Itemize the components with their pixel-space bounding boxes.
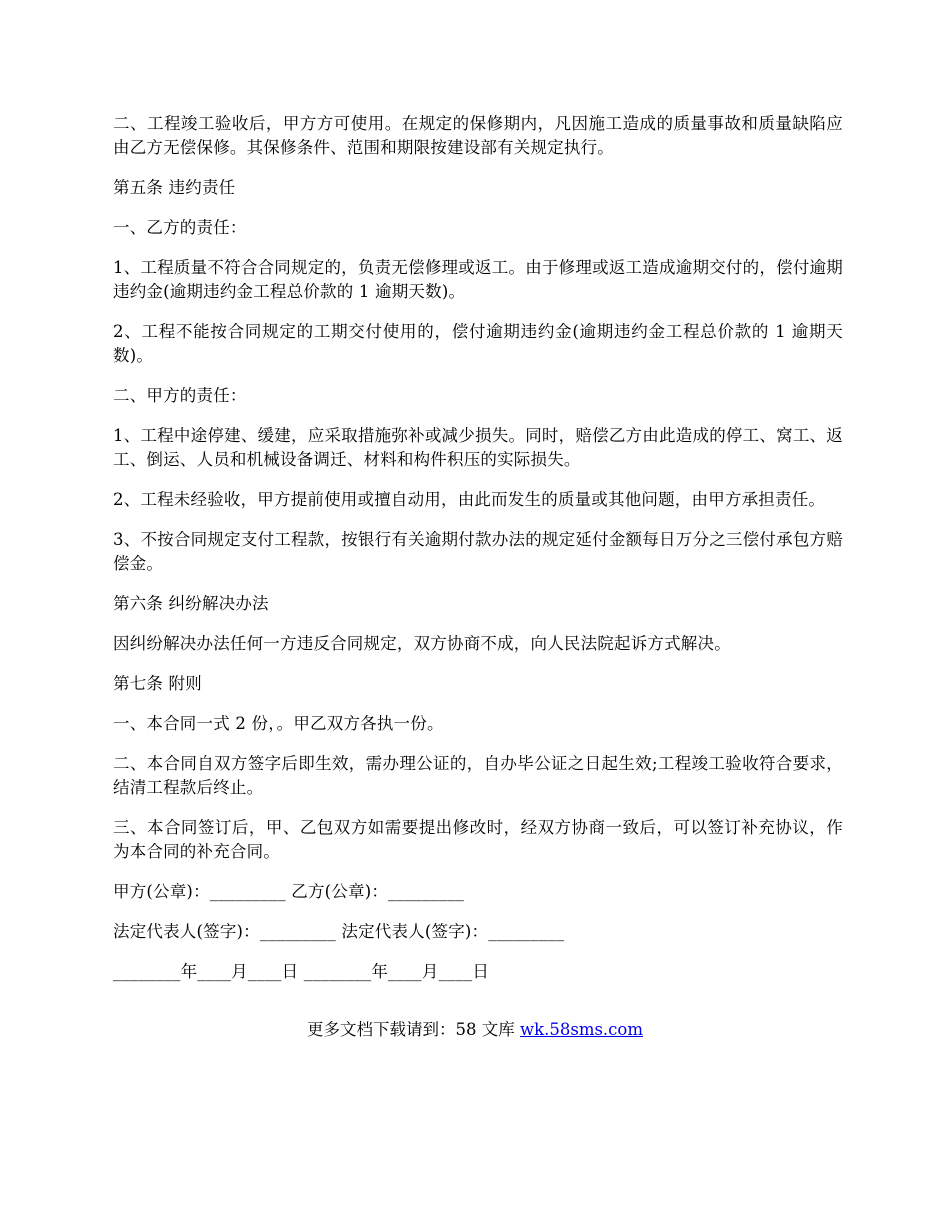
article-5-heading: 第五条 违约责任 — [113, 178, 236, 197]
party-b-responsibility-heading: 一、乙方的责任： — [113, 218, 247, 237]
supplementary-item-2: 二、本合同自双方签字后即生效，需办理公证的，自办毕公证之日起生效;工程竣工验收符合要求，结清工程款后终止。 — [113, 754, 843, 797]
party-b-item-2: 2、工程不能按合同规定的工期交付使用的，偿付逾期违约金(逾期违约金工程总价款的 1 逾期天数)。 — [113, 322, 843, 365]
clause-acceptance-warranty: 二、工程竣工验收后，甲方方可使用。在规定的保修期内，凡因施工造成的质量事故和质量缺陷应由乙方无偿保修。其保修条件、范围和期限按建设部有关规定执行。 — [113, 114, 843, 157]
party-a-item-1: 1、工程中途停建、缓建，应采取措施弥补或减少损失。同时，赔偿乙方由此造成的停工、窝工、返工、倒运、人员和机械设备调迁、材料和构件积压的实际损失。 — [113, 426, 843, 469]
footer-text: 更多文档下载请到：58 文库 — [306, 1020, 520, 1039]
document-body — [113, 112, 843, 1000]
footer-link[interactable]: wk.58sms.com — [519, 1020, 643, 1039]
party-a-item-2: 2、工程未经验收，甲方提前使用或擅自动用，由此而发生的质量或其他问题，由甲方承担责任。 — [113, 490, 826, 509]
supplementary-item-1: 一、本合同一式 2 份，。甲乙双方各执一份。 — [113, 714, 444, 733]
supplementary-item-3: 三、本合同签订后，甲、乙包双方如需要提出修改时，经双方协商一致后，可以签订补充协议，作为本合同的补充合同。 — [113, 818, 843, 861]
representative-signature-line: 法定代表人(签字)：_________ 法定代表人(签字)：_________ — [113, 922, 565, 941]
seal-signature-line: 甲方(公章)：_________ 乙方(公章)：_________ — [113, 882, 465, 901]
date-line: ________年____月____日 ________年____月____日 — [113, 962, 490, 981]
dispute-resolution-text: 因纠纷解决办法任何一方违反合同规定，双方协商不成，向人民法院起诉方式解决。 — [113, 634, 731, 653]
party-b-item-1: 1、工程质量不符合合同规定的，负责无偿修理或返工。由于修理或返工造成逾期交付的，偿付逾期违约金(逾期违约金工程总价款的 1 逾期天数)。 — [113, 258, 843, 301]
article-7-heading: 第七条 附则 — [113, 674, 202, 693]
article-6-heading: 第六条 纠纷解决办法 — [113, 594, 269, 613]
party-a-item-3: 3、不按合同规定支付工程款，按银行有关逾期付款办法的规定延付金额每日万分之三偿付承包方赔偿金。 — [113, 530, 843, 573]
download-footer — [0, 1018, 950, 1042]
party-a-responsibility-heading: 二、甲方的责任： — [113, 386, 247, 405]
